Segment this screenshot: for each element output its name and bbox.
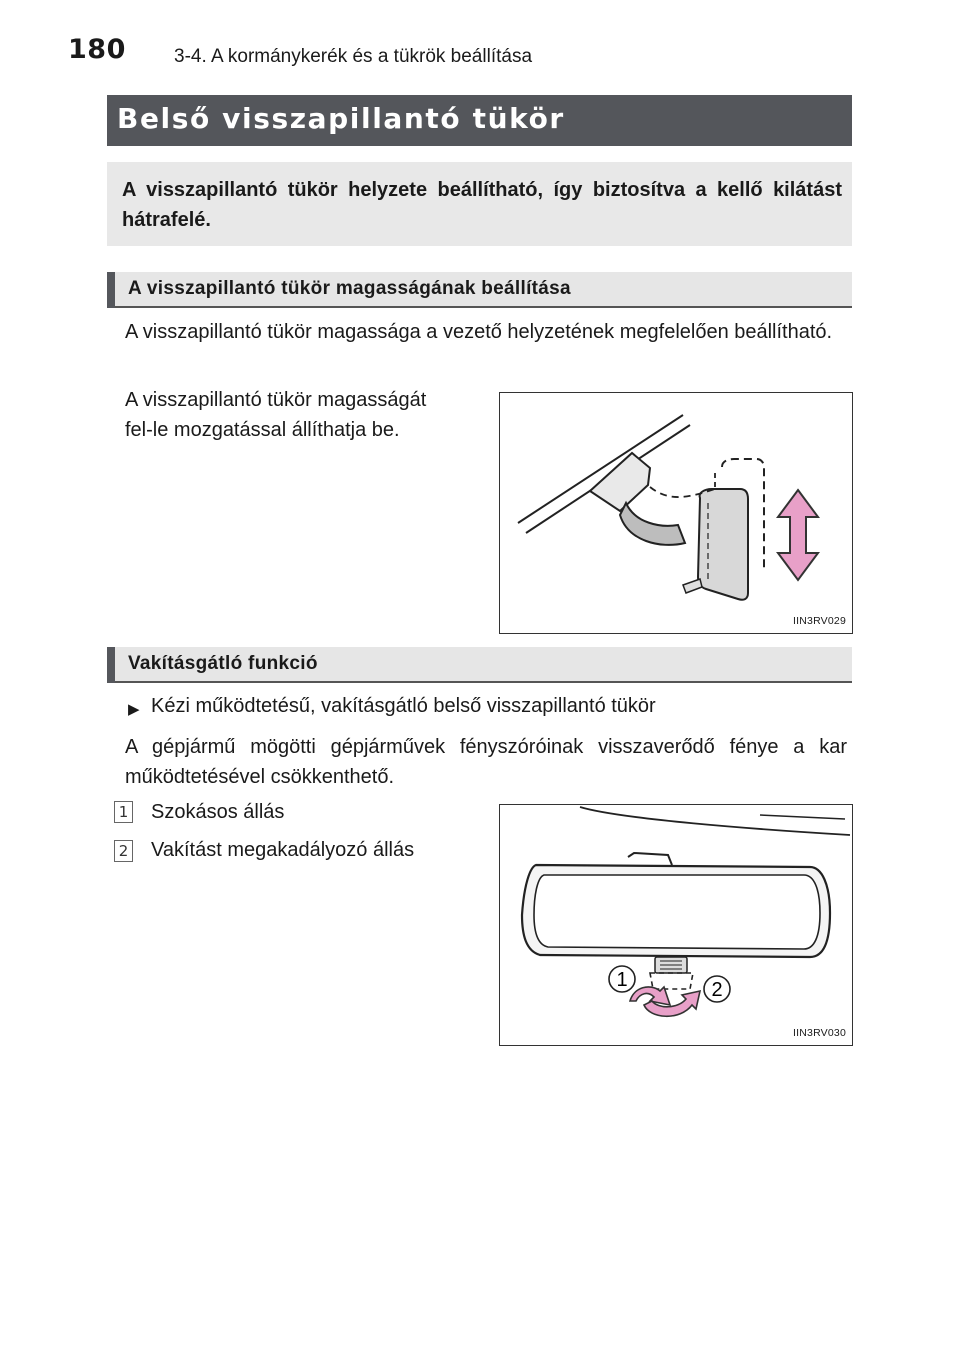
figure-code: IIN3RV030 [793,1027,846,1039]
section-marker [107,272,115,308]
item-label-1: Szokásos állás [151,801,285,823]
section-heading-label: Vakításgátló funkció [128,653,318,674]
title-bar [107,95,852,146]
section-heading-anti-glare [107,647,852,683]
page-number: 180 [68,34,126,65]
figure-mirror-height [499,392,853,634]
section2-bullet: Kézi működtetésű, vakításgátló belső visszapillantó tükör [151,695,656,717]
section2-paragraph: A gépjármű mögötti gépjárművek fényszóróinak visszaverődő fénye a kar működtetésével csökkenthető. [125,736,847,788]
item-label-2: Vakítást megakadályozó állás [151,839,415,861]
callout-1: 1 [616,969,628,991]
mirror-height-illustration [500,393,852,633]
figure-anti-glare [499,804,853,1046]
section1-paragraph2-line2: fel-le mozgatással állíthatja be. [125,419,400,441]
bullet-triangle-icon: ▶ [128,701,140,718]
section1-paragraph2-line1: A visszapillantó tükör magasságát [125,389,427,411]
page-title: Belső visszapillantó tükör [117,102,565,135]
callout-2: 2 [711,979,723,1001]
section-heading-height-adjust [107,272,852,308]
section1-paragraph1: A visszapillantó tükör magassága a vezető helyzetének megfelelően beállítható. [125,321,833,343]
item-number-2: 2 [114,840,133,862]
running-head: 3-4. A kormánykerék és a tükrök beállítása [174,46,533,67]
anti-glare-illustration [500,805,852,1045]
intro-text: A visszapillantó tükör helyzete beállítható, így biztosítva a kellő kilátást hátrafelé. [122,179,842,231]
figure-code: IIN3RV029 [793,615,846,627]
section-heading-label: A visszapillantó tükör magasságának beállítása [128,278,571,299]
intro-box [107,162,852,246]
section-marker [107,647,115,683]
item-number-1: 1 [114,801,133,823]
